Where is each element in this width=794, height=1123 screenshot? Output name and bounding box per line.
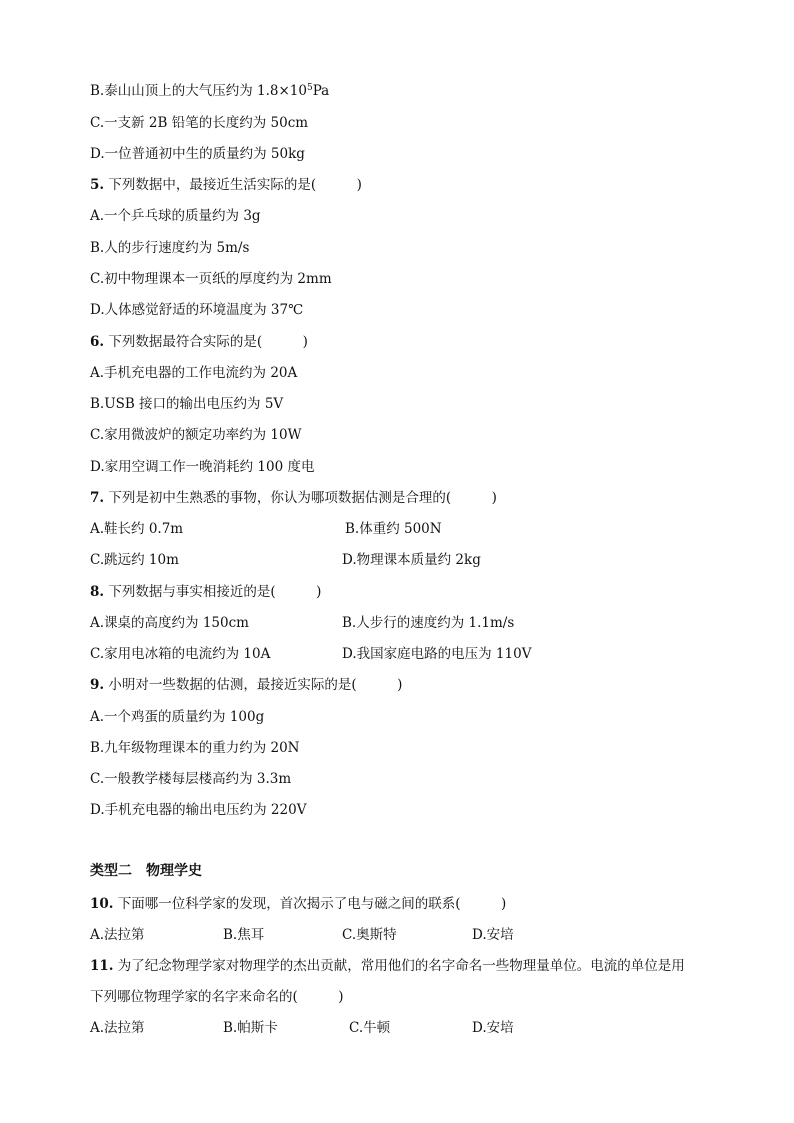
option-d-q8: D.我国家庭电路的电压为 110V xyxy=(342,646,532,662)
option-d-q5: D.人体感觉舒适的环境温度为 37℃ xyxy=(90,302,304,318)
question-number: 9. xyxy=(90,677,105,693)
option-d-q11: D.安培 xyxy=(472,1020,514,1036)
option-b-q5: B.人的步行速度约为 5m/s xyxy=(90,240,250,256)
question-number: 10. xyxy=(90,896,114,912)
question-text: 下列数据中，最接近生活实际的是( ) xyxy=(104,177,362,193)
question-text: 下面哪一位科学家的发现，首次揭示了电与磁之间的联系( ) xyxy=(113,896,507,912)
option-text: B.泰山山顶上的大气压约为 1.8×10 xyxy=(90,83,307,99)
option-d-q9: D.手机充电器的输出电压约为 220V xyxy=(90,802,307,818)
question-number: 11. xyxy=(90,958,114,974)
option-c-q9: C.一般教学楼每层楼高约为 3.3m xyxy=(90,771,292,787)
option-c-q6: C.家用微波炉的额定功率约为 10W xyxy=(90,427,302,443)
question-text: 下列是初中生熟悉的事物，你认为哪项数据估测是合理的( ) xyxy=(104,490,497,506)
option-a-q8: A.课桌的高度约为 150cm xyxy=(90,615,249,631)
question-number: 7. xyxy=(90,490,105,506)
question-text: 为了纪念物理学家对物理学的杰出贡献，常用他们的名字命名一些物理量单位。电流的单位是用 xyxy=(113,958,685,974)
question-11-stem xyxy=(90,957,685,975)
option-d-q6: D.家用空调工作一晚消耗约 100 度电 xyxy=(90,459,315,475)
question-number: 8. xyxy=(90,584,105,600)
option-c-q10: C.奥斯特 xyxy=(342,927,397,943)
option-a-q9: A.一个鸡蛋的质量约为 100g xyxy=(90,709,265,725)
option-c-q4: C.一支新 2B 铅笔的长度约为 50cm xyxy=(90,115,309,131)
question-6-stem xyxy=(90,333,308,351)
question-10-stem xyxy=(90,895,506,913)
option-c-q5: C.初中物理课本一页纸的厚度约为 2mm xyxy=(90,271,332,287)
option-a-q11: A.法拉第 xyxy=(90,1020,145,1036)
unit-text: Pa xyxy=(312,83,330,99)
question-text: 下列数据与事实相接近的是( ) xyxy=(104,584,322,600)
option-b-q7: B.体重约 500N xyxy=(345,521,442,537)
question-text: 下列数据最符合实际的是( ) xyxy=(104,334,308,350)
question-11-stem-continued: 下列哪位物理学家的名字来命名的( ) xyxy=(90,989,344,1005)
option-d-q4: D.一位普通初中生的质量约为 50kg xyxy=(90,146,305,162)
question-7-stem xyxy=(90,489,497,507)
question-text: 小明对一些数据的估测，最接近实际的是( ) xyxy=(104,677,403,693)
option-b-q8: B.人步行的速度约为 1.1m/s xyxy=(342,615,515,631)
option-b-q11: B.帕斯卡 xyxy=(223,1020,278,1036)
option-d-q10: D.安培 xyxy=(472,927,514,943)
option-b-q9: B.九年级物理课本的重力约为 20N xyxy=(90,740,300,756)
question-8-stem xyxy=(90,583,321,601)
option-c-q7: C.跳远约 10m xyxy=(90,552,179,568)
section-heading: 类型二 物理学史 xyxy=(90,863,202,879)
question-5-stem xyxy=(90,176,362,194)
option-c-q8: C.家用电冰箱的电流约为 10A xyxy=(90,646,271,662)
option-a-q10: A.法拉第 xyxy=(90,927,145,943)
question-number: 6. xyxy=(90,334,105,350)
option-d-q7: D.物理课本质量约 2kg xyxy=(342,552,481,568)
option-b-q6: B.USB 接口的输出电压约为 5V xyxy=(90,396,284,412)
option-c-q11: C.牛顿 xyxy=(349,1020,391,1036)
option-b-q4 xyxy=(90,82,329,100)
option-a-q5: A.一个乒乓球的质量约为 3g xyxy=(90,208,261,224)
option-a-q6: A.手机充电器的工作电流约为 20A xyxy=(90,365,298,381)
question-number: 5. xyxy=(90,177,105,193)
question-9-stem xyxy=(90,676,402,694)
option-b-q10: B.焦耳 xyxy=(223,927,265,943)
option-a-q7: A.鞋长约 0.7m xyxy=(90,521,184,537)
superscript-exponent: 5 xyxy=(306,83,313,93)
